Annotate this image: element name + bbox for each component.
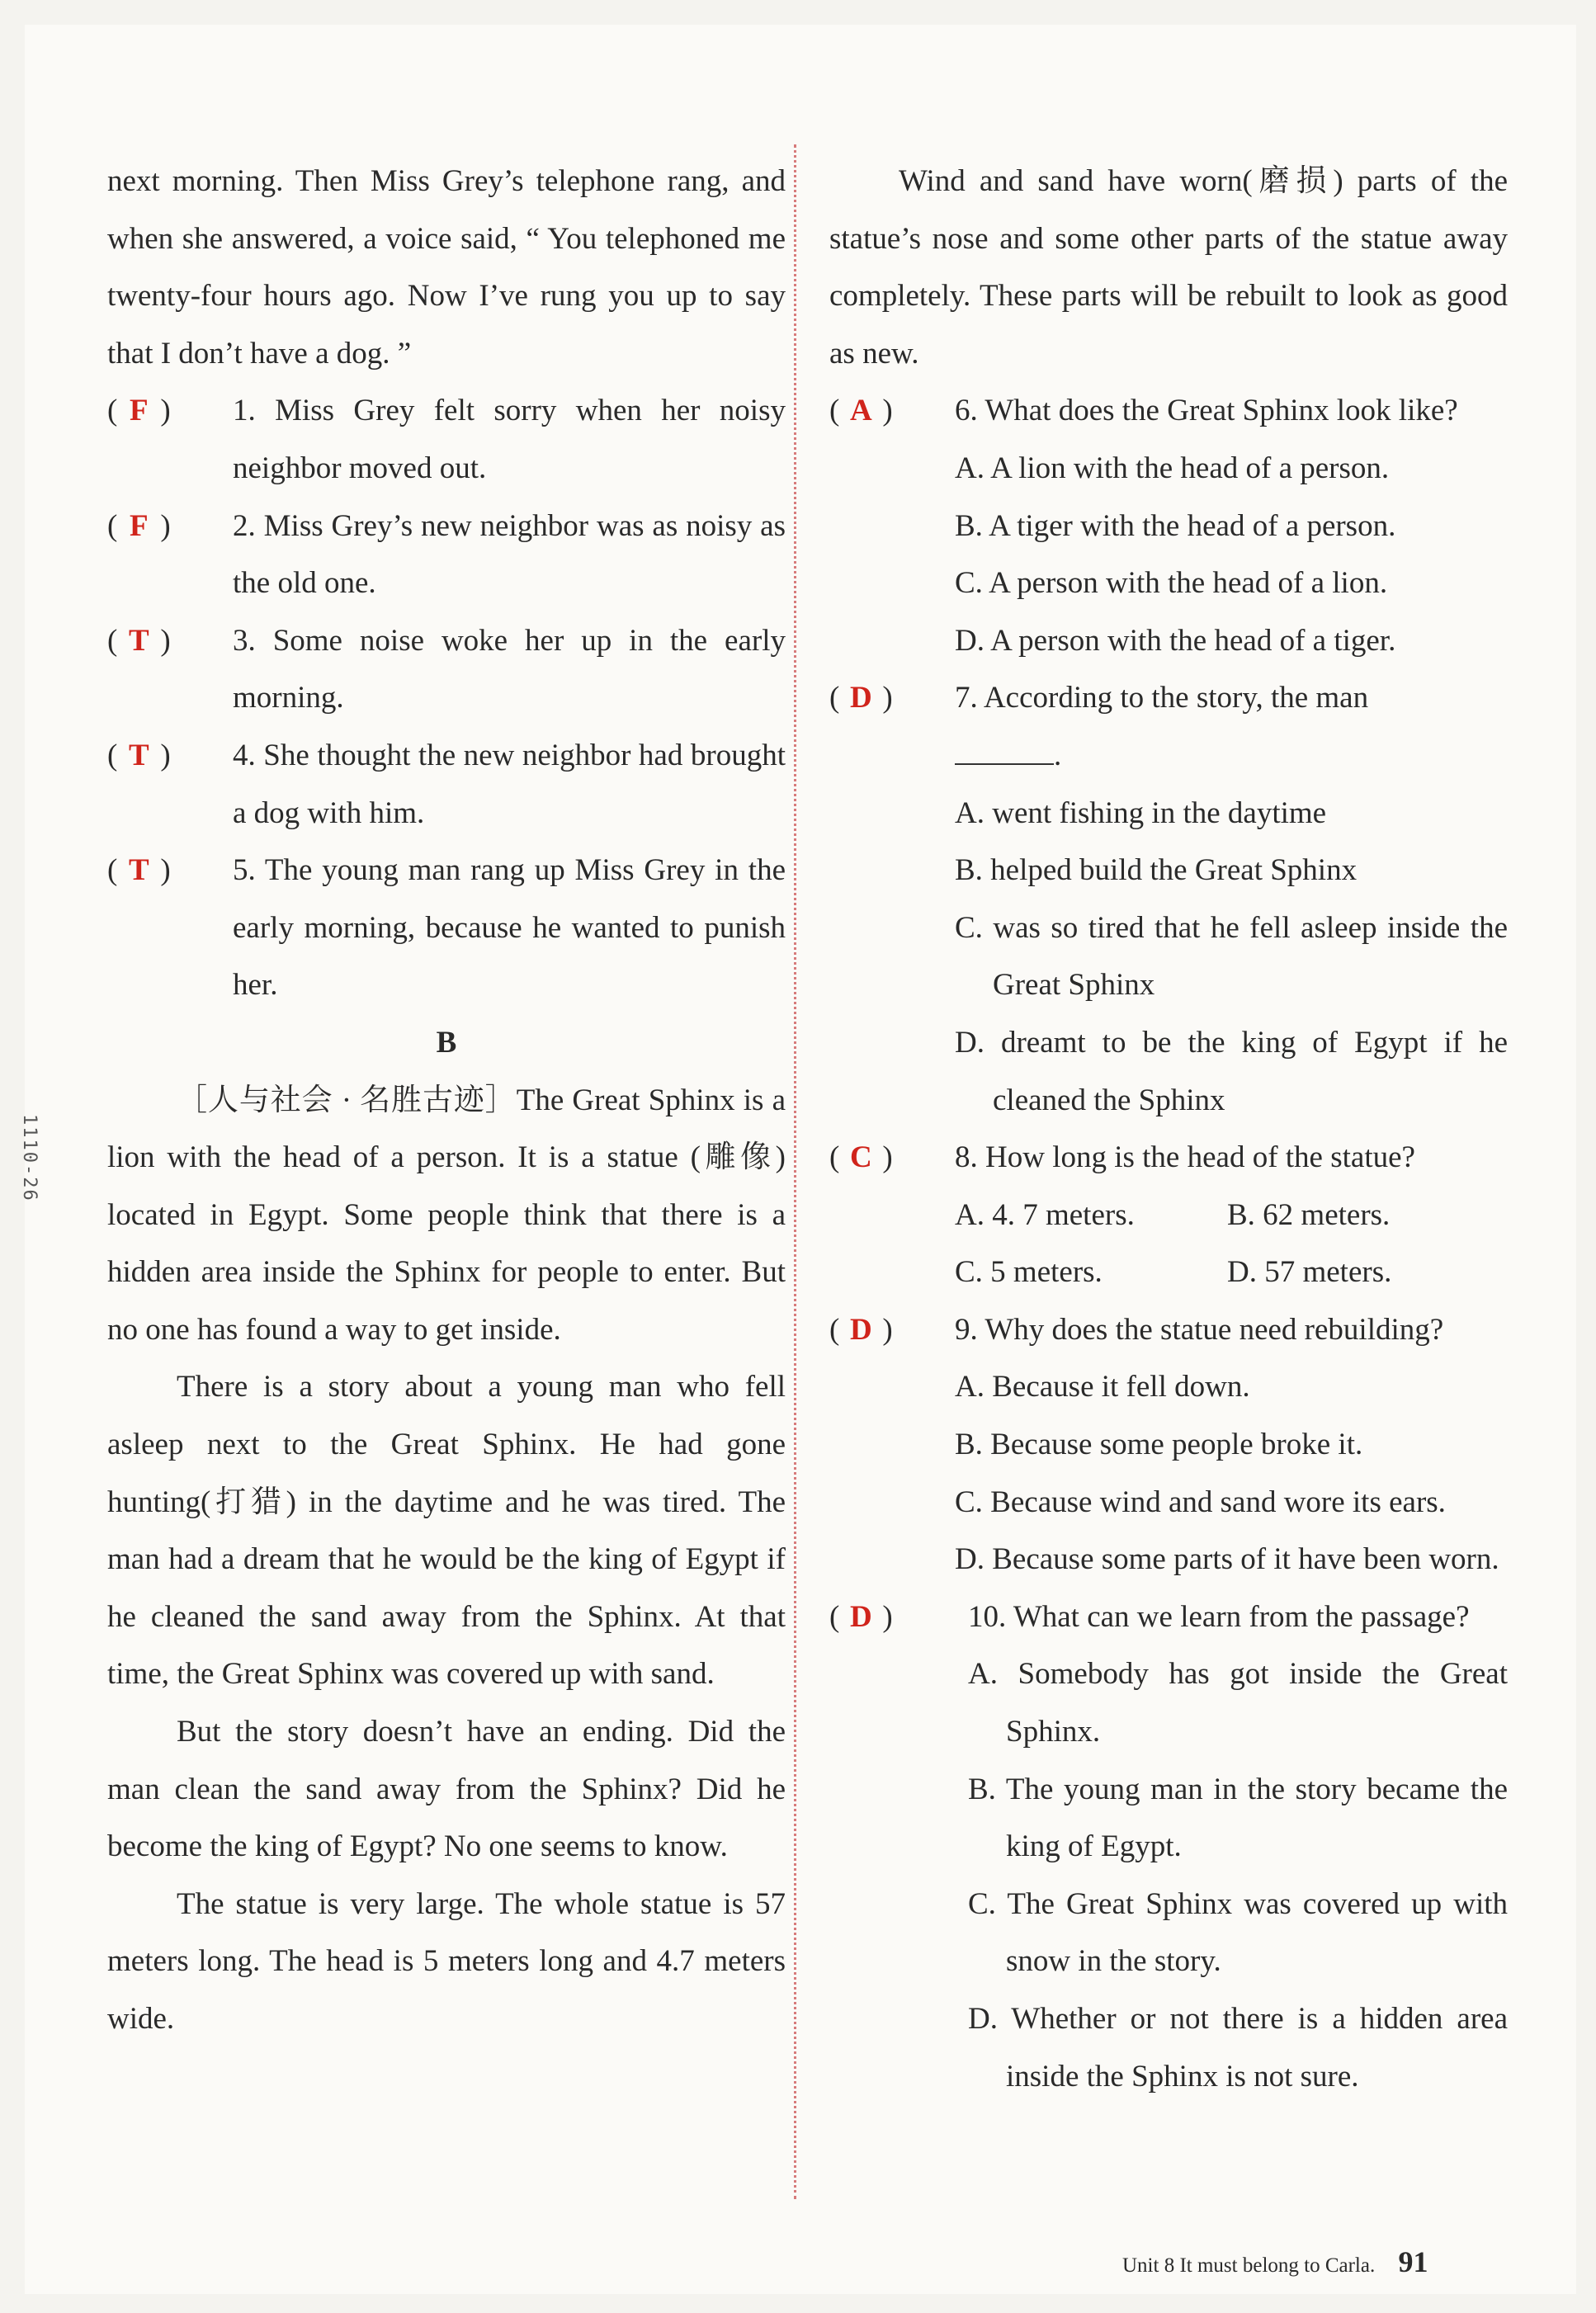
passage-paragraph-2: There is a story about a young man who fell asleep next to the Great Sphinx. He had gone hunting(打猎) in the daytime and he was tired. The man had a dream that he would be the king of Egypt if he cleaned the sand away from the Sphinx. At that time, the Great Sphinx was covered up with sand. xyxy=(107,1370,786,1692)
option-b: B. 62 meters. xyxy=(1227,1197,1391,1232)
option-d: D. Because some parts of it have been worn. xyxy=(955,1542,1499,1577)
option-c: C. The Great Sphinx was covered up with snow in the story. xyxy=(968,1886,1508,1979)
question-4 xyxy=(107,727,786,842)
answer-mark: A xyxy=(849,394,872,428)
option-d: D. Whether or not there is a hidden area inside the Sphinx is not sure. xyxy=(968,2002,1508,2094)
answer-bracket: ( A ) xyxy=(829,382,893,440)
answer-mark: F xyxy=(130,394,149,428)
answer-bracket: ( T ) xyxy=(107,842,171,899)
option-b: B. A tiger with the head of a person. xyxy=(955,508,1396,543)
answer-mark: T xyxy=(128,738,149,772)
question-8 xyxy=(829,1129,1508,1187)
question-1 xyxy=(107,382,786,497)
right-column xyxy=(829,153,1508,2105)
option-d: D. 57 meters. xyxy=(1227,1255,1392,1290)
option-b: B. Because some people broke it. xyxy=(955,1428,1363,1462)
page-footer xyxy=(1122,2245,1510,2279)
option-c: C. was so tired that he fell asleep inside the Great Sphinx xyxy=(955,910,1508,1003)
intro-paragraph: Wind and sand have worn(磨损) parts of the statue’s nose and some other parts of the statue away completely. These parts will be rebuilt to look as good as new. xyxy=(829,164,1508,371)
question-9 xyxy=(829,1301,1508,1359)
question-text: 7. According to the story, the man xyxy=(955,681,1369,715)
answer-bracket: ( D ) xyxy=(829,1301,893,1359)
option-a: A. 4. 7 meters. xyxy=(955,1197,1135,1232)
question-text: 3. Some noise woke her up in the early morning. xyxy=(233,623,786,715)
question-text: 10. What can we learn from the passage? xyxy=(968,1599,1470,1634)
blank-period: . xyxy=(1054,738,1062,772)
page xyxy=(19,25,1576,2294)
answer-mark: D xyxy=(849,1599,872,1634)
answer-mark: T xyxy=(128,623,149,658)
answer-bracket: ( F ) xyxy=(107,498,171,555)
footer-title: It must belong to Carla. xyxy=(1179,2254,1376,2277)
option-c: C. 5 meters. xyxy=(955,1255,1103,1290)
answer-mark: D xyxy=(849,681,872,715)
passage-paragraph-1: ［人与社会 · 名胜古迹］The Great Sphinx is a lion with the head of a person. It is a statue (雕像) located in Egypt. Some people think that there is a hidden area inside the Sphinx for people to enter. But no one has found a way to get inside. xyxy=(107,1083,786,1347)
answer-mark: F xyxy=(130,508,149,543)
question-text: 8. How long is the head of the statue? xyxy=(955,1140,1415,1175)
option-a: A. Somebody has got inside the Great Sphinx. xyxy=(968,1657,1508,1749)
intro-paragraph: next morning. Then Miss Grey’s telephone rang, and when she answered, a voice said, “ You telephoned me twenty-four hours ago. Now I’ve rung you up to say that I don’t have a dog. ” xyxy=(107,164,786,371)
answer-bracket: ( D ) xyxy=(829,669,893,727)
option-c: C. A person with the head of a lion. xyxy=(955,566,1388,601)
page-number: 91 xyxy=(1398,2245,1428,2278)
option-a: A. Because it fell down. xyxy=(955,1370,1250,1404)
side-code: 1110-26 xyxy=(19,1114,40,1202)
option-c: C. Because wind and sand wore its ears. xyxy=(955,1485,1446,1519)
option-b: B. helped build the Great Sphinx xyxy=(955,853,1358,888)
question-3 xyxy=(107,612,786,727)
answer-mark: T xyxy=(128,853,149,888)
question-text: 6. What does the Great Sphinx look like? xyxy=(955,394,1458,428)
question-text: 4. She thought the new neighbor had brought a dog with him. xyxy=(233,738,786,830)
answer-bracket: ( D ) xyxy=(829,1588,893,1646)
passage-paragraph-3: But the story doesn’t have an ending. Did the man clean the sand away from the Sphinx? Did he become the king of Egypt? No one seems to know. xyxy=(107,1715,786,1864)
option-b: B. The young man in the story became the king of Egypt. xyxy=(968,1772,1508,1864)
blank xyxy=(955,730,1054,765)
option-d: D. A person with the head of a tiger. xyxy=(955,623,1396,658)
question-7 xyxy=(829,669,1508,784)
question-10 xyxy=(829,1588,1508,1646)
question-2 xyxy=(107,498,786,612)
footer-unit: Unit 8 xyxy=(1122,2254,1175,2277)
passage-paragraph-4: The statue is very large. The whole statue is 57 meters long. The head is 5 meters long and 4.7 meters wide. xyxy=(107,1886,786,2036)
option-a: A. A lion with the head of a person. xyxy=(955,451,1390,485)
option-d: D. dreamt to be the king of Egypt if he cleaned the Sphinx xyxy=(955,1025,1508,1117)
section-title: B xyxy=(436,1025,457,1060)
question-5 xyxy=(107,842,786,1014)
column-divider xyxy=(794,144,796,2199)
options-row-ab xyxy=(829,1187,1508,1244)
question-text: 1. Miss Grey felt sorry when her noisy neighbor moved out. xyxy=(233,394,786,485)
answer-bracket: ( T ) xyxy=(107,612,171,670)
answer-bracket: ( C ) xyxy=(829,1129,893,1187)
answer-bracket: ( T ) xyxy=(107,727,171,785)
answer-blank-line xyxy=(955,727,1508,785)
answer-mark: C xyxy=(849,1140,872,1175)
options-row-cd xyxy=(829,1244,1508,1301)
question-6 xyxy=(829,382,1508,440)
question-text: 2. Miss Grey’s new neighbor was as noisy as the old one. xyxy=(233,508,786,601)
left-column xyxy=(107,153,786,2048)
answer-mark: D xyxy=(849,1312,872,1347)
question-text: 5. The young man rang up Miss Grey in the early morning, because he wanted to punish her. xyxy=(233,853,786,1003)
question-text: 9. Why does the statue need rebuilding? xyxy=(955,1312,1444,1347)
option-a: A. went fishing in the daytime xyxy=(955,795,1327,830)
answer-bracket: ( F ) xyxy=(107,382,171,440)
